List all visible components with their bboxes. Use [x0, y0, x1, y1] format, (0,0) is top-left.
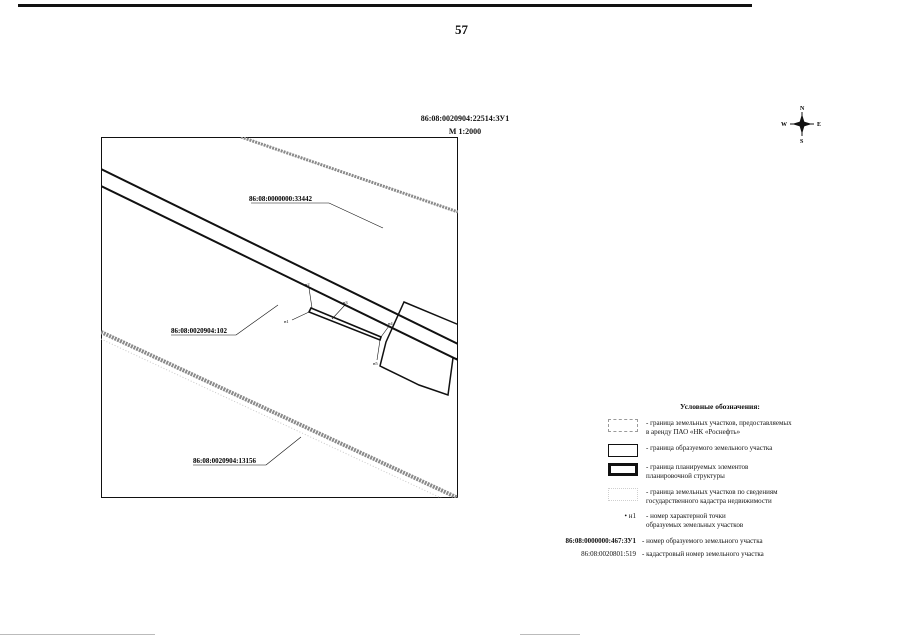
map-canvas — [101, 137, 458, 498]
parcel-label-13156: 86:08:0020904:13156 — [193, 457, 256, 465]
scan-artifact-line — [0, 634, 155, 635]
legend-item-formed-parcel — [608, 444, 846, 457]
compass-e: E — [817, 122, 822, 128]
legend-text-lease: - граница земельных участков, предоставляемых в аренду ПАО «НК «Роснефть» — [646, 419, 792, 436]
legend-sample-cadastral-number: 86:08:0020801:519 — [581, 550, 636, 558]
legend-symbol-point: • н1 — [624, 512, 636, 520]
legend-text-cadastral-number: - кадастровый номер земельного участка — [642, 550, 764, 558]
legend-text-point: - номер характерной точки образуемых земельных участков — [646, 512, 744, 529]
parcel-label-102: 86:08:0020904:102 — [171, 327, 227, 335]
legend-symbol-formed-parcel — [608, 444, 638, 457]
legend-item-cadastral — [608, 488, 846, 506]
legend-symbol-cadastral — [608, 488, 638, 501]
parcel-label-33442: 86:08:0000000:33442 — [249, 195, 312, 203]
legend-symbol-planning — [608, 463, 638, 476]
parcel-title: 86:08:0020904:22514:ЗУ1 — [420, 114, 510, 123]
compass-n: N — [800, 106, 805, 112]
legend-item-lease — [608, 419, 846, 437]
page-number: 57 — [455, 22, 468, 37]
legend-text-cadastral: - граница земельных участков по сведениям государственного кадастра недвижимости — [646, 488, 778, 505]
legend-text-formed-parcel: - граница образуемого земельного участка — [646, 444, 773, 452]
legend-item-planning — [608, 463, 846, 481]
point-label-n1: н1 — [284, 319, 289, 324]
header-rule — [18, 4, 752, 7]
compass-rose-icon — [780, 104, 824, 144]
legend-text-formed-number: - номер образуемого земельного участка — [642, 537, 763, 545]
compass-s: S — [800, 139, 804, 144]
legend-title: Условные обозначения: — [680, 402, 760, 411]
point-label-n5: н5 — [373, 361, 378, 366]
point-label-n3: н3 — [343, 300, 348, 305]
legend — [520, 400, 820, 570]
legend-text-planning: - граница планируемых элементов планировочной структуры — [646, 463, 749, 480]
legend-symbol-lease — [608, 419, 638, 432]
compass-w: W — [781, 122, 787, 128]
point-label-n4: н4 — [388, 321, 393, 326]
point-label-n2: н2 — [305, 282, 310, 287]
map-scale: М 1:2000 — [448, 127, 482, 136]
scan-artifact-line — [520, 634, 580, 635]
legend-item-point — [608, 512, 846, 530]
legend-sample-formed-number: 86:08:0000000:467:ЗУ1 — [565, 537, 636, 545]
map-title-block — [380, 112, 550, 138]
